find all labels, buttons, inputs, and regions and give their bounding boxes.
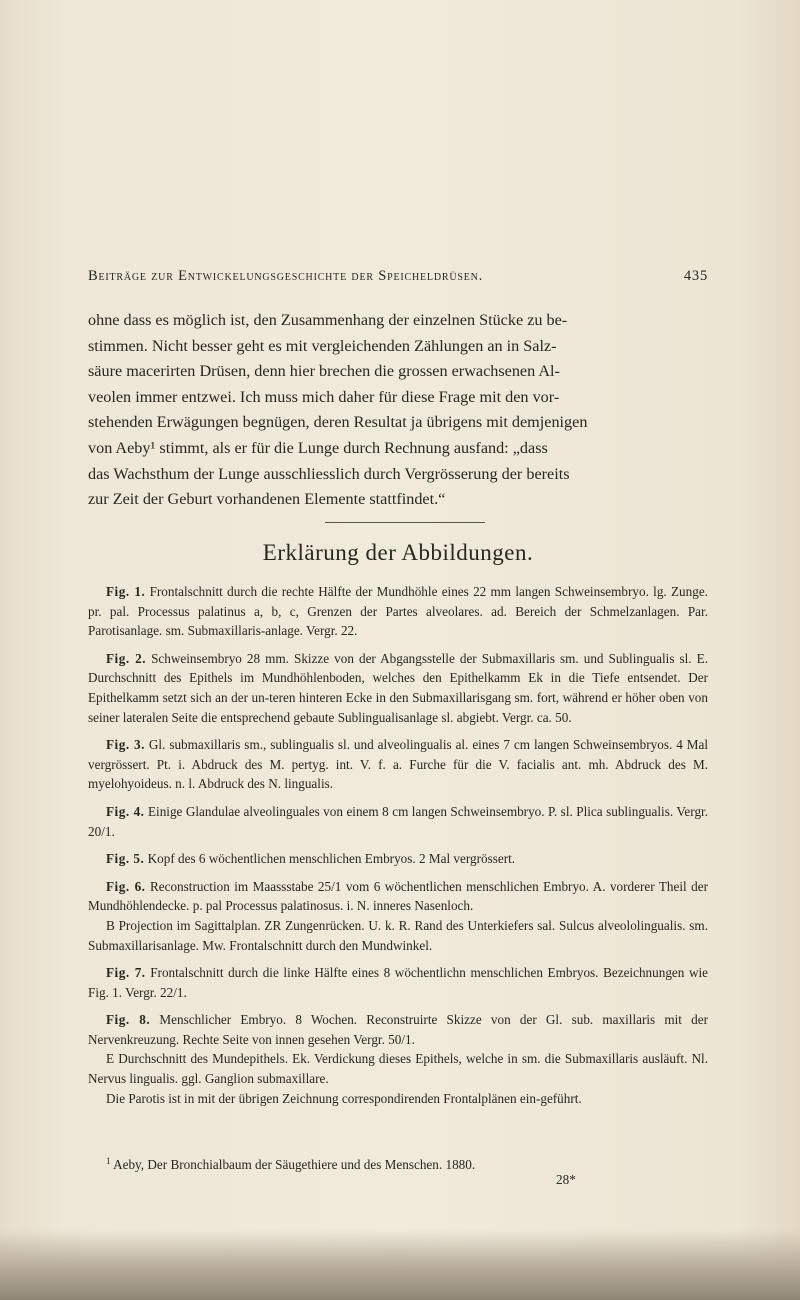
figure-legends (88, 582, 708, 1116)
body-line: veolen immer entzwei. Ich muss mich daher für diese Frage mit den vor- (88, 387, 560, 406)
figure-label: Fig. 5. (106, 851, 145, 867)
figure-text: Gl. submaxillaris sm., sublingualis sl. und alveolingualis al. eines 7 cm langen Schweinsembryos. 4 Mal vergrössert. Pt. i. Abdruck des M. pertyg. int. V. f. a. Furche für die V. facialis ant. mh. Abdruck des M. myelohyoideus. n. l. Abdruck des N. lingualis. (88, 737, 708, 792)
section-title: Erklärung der Abbildungen. (262, 540, 534, 565)
body-line: stimmen. Nicht besser geht es mit vergleichenden Zählungen an in Salz- (88, 336, 557, 355)
figure-label: Fig. 2. (106, 650, 147, 666)
page-edge-shadow (0, 1230, 800, 1300)
figure-label: Fig. 8. (106, 1012, 151, 1028)
footnote (88, 1152, 708, 1174)
figure-legend-8 (88, 1010, 708, 1108)
body-line: ohne dass es möglich ist, den Zusammenhang der einzelnen Stücke zu be- (88, 311, 568, 329)
figure-label: Fig. 4. (106, 803, 145, 819)
figure-text: Frontalschnitt durch die linke Hälfte eines 8 wöchentlichn menschlichen Embryos. Bezeichnungen wie Fig. 1. Vergr. 22/1. (88, 965, 709, 1000)
figure-label: Fig. 7. (106, 965, 146, 981)
section-divider (325, 522, 485, 523)
footnote-text: Aeby, Der Bronchialbaum der Säugethiere und des Menschen. 1880. (113, 1157, 476, 1172)
figure-legend-2 (88, 649, 708, 727)
running-header (88, 268, 708, 285)
body-line: das Wachsthum der Lunge ausschliesslich durch Vergrösserung der bereits (88, 464, 570, 483)
figure-text: Menschlicher Embryo. 8 Wochen. Reconstruirte Skizze von der Gl. sub. maxillaris mit der Nervenkreuzung. Rechte Seite von innen gesehen Vergr. 50/1. (88, 1012, 708, 1047)
figure-legend-1 (88, 582, 708, 641)
figure-text-continuation: Die Parotis ist in mit der übrigen Zeichnung correspondirenden Frontalplänen ein-geführt. (106, 1090, 582, 1106)
figure-legend-5 (88, 849, 708, 869)
page-number: 435 (683, 268, 708, 284)
figure-label: Fig. 6. (106, 878, 146, 894)
figure-label: Fig. 3. (106, 737, 145, 753)
figure-label: Fig. 1. (106, 584, 146, 599)
figure-text-continuation: B Projection im Sagittalplan. ZR Zungenrücken. U. k. R. Rand des Unterkiefers sal. Sulcus alveololingualis. sm. Submaxillarisanlage. Mw. Frontalschnitt durch den Mundwinkel. (88, 917, 708, 953)
figure-legend-7 (88, 963, 708, 1002)
figure-text: Einige Glandulae alveolinguales von einem 8 cm langen Schweinsembryo. P. sl. Plica sublingualis. Vergr. 20/1. (88, 803, 708, 839)
body-line: von Aeby¹ stimmt, als er für die Lunge durch Rechnung ausfand: „dass (88, 438, 548, 457)
signature-mark: 28* (556, 1172, 576, 1187)
figure-legend-3 (88, 735, 708, 794)
figure-text: Schweinsembryo 28 mm. Skizze von der Abgangsstelle der Submaxillaris sm. und Sublingualis sl. E. Durchschnitt des Epithels im Mundhöhlenboden, welches den Epithelkamm Ek in die Tiefe entsendet. Der Epithelkamm setzt sich an der un-teren hinteren Ecke in den Submaxillarisgang sm. fort, während er höher oben von seiner lateralen Seite die entsprechend gebaute Sublingualisanlage sl. abgiebt. Vergr. ca. 50. (88, 650, 708, 725)
figure-legend-6 (88, 877, 708, 955)
body-line: stehenden Erwägungen begnügen, deren Resultat ja übrigens mit demjenigen (88, 413, 588, 432)
figure-text: Reconstruction im Maassstabe 25/1 vom 6 wöchentlichen menschlichen Embryo. A. vorderer Theil der Mundhöhlendecke. p. pal Processus palatinosus. i. N. inneres Nasenloch. (88, 878, 708, 914)
figure-text-continuation: E Durchschnitt des Mundepithels. Ek. Verdickung dieses Epithels, welche in sm. die Submaxillaris ausläuft. Nl. Nervus lingualis. ggl. Ganglion submaxillare. (88, 1051, 708, 1087)
figure-text: Frontalschnitt durch die rechte Hälfte der Mundhöhle eines 22 mm langen Schweinsembryo. lg. Zunge. pr. pal. Processus palatinus a, b, c, Grenzen der Partes alveolares. ad. Bereich der Schmelzanlagen. Par. Parotisanlage. sm. Submaxillaris-anlage. Vergr. 22. (88, 584, 708, 639)
footnote-marker: 1 (106, 1156, 111, 1166)
figure-text: Kopf des 6 wöchentlichen menschlichen Embryos. 2 Mal vergrössert. (147, 851, 516, 867)
header-title: Beiträge zur Entwickelungsgeschichte der Speicheldrüsen. (88, 268, 484, 284)
figure-legend-4 (88, 802, 708, 841)
body-line: säure macerirten Drüsen, denn hier brechen die grossen erwachsenen Al- (88, 362, 560, 381)
body-line: zur Zeit der Geburt vorhandenen Elemente stattfindet.“ (88, 490, 446, 509)
body-paragraph (88, 308, 708, 513)
